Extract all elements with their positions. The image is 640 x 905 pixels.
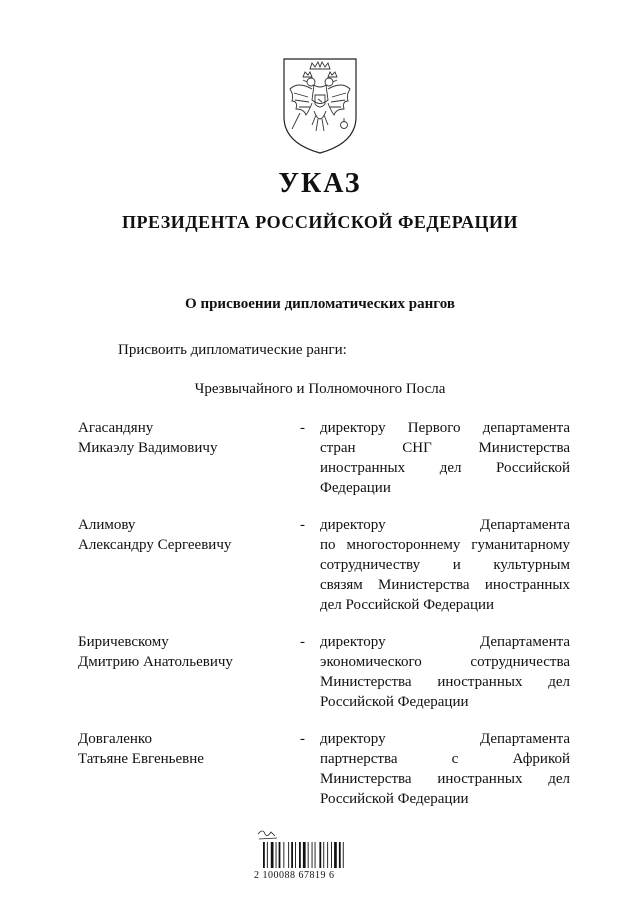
decree-intro: Присвоить дипломатические ранги: [118, 342, 347, 358]
appointee-surname: Алимову [78, 517, 136, 533]
appointee-position [320, 632, 570, 712]
appointee-name [78, 418, 293, 458]
entry-dash: - [300, 634, 305, 650]
position-line: связям Министерства иностранных [320, 577, 570, 593]
position-line: директору Департамента [320, 731, 570, 747]
position-line: стран СНГ Министерства [320, 440, 570, 456]
appointee-position [320, 418, 570, 498]
position-line: иностранных дел Российской [320, 460, 570, 476]
appointee-given-names: Александру Сергеевичу [78, 537, 232, 553]
appointee-position [320, 515, 570, 615]
appointee-surname: Агасандяну [78, 420, 154, 436]
entry-dash: - [300, 420, 305, 436]
position-line: по многостороннему гуманитарному [320, 537, 570, 553]
decree-subtitle: ПРЕЗИДЕНТА РОССИЙСКОЙ ФЕДЕРАЦИИ [122, 212, 518, 232]
appointee-position [320, 729, 570, 809]
position-line: директору Первого департамента [320, 420, 570, 436]
position-line: Федерации [320, 480, 391, 496]
barcode-number: 2 100088 67819 6 [254, 870, 335, 881]
position-line: дел Российской Федерации [320, 597, 495, 613]
position-line: Министерства иностранных дел [320, 771, 570, 787]
position-line: партнерства с Африкой [320, 751, 570, 767]
decree-subject: О присвоении дипломатических рангов [185, 296, 455, 312]
position-line: Российской Федерации [320, 694, 469, 710]
appointee-surname: Биричевскому [78, 634, 169, 650]
position-line: Российской Федерации [320, 791, 469, 807]
entry-dash: - [300, 517, 305, 533]
decree-title: УКАЗ [278, 168, 362, 199]
signature-mark-icon [258, 831, 277, 839]
appointee-name [78, 515, 293, 555]
appointee-name [78, 632, 293, 672]
position-line: Министерства иностранных дел [320, 674, 570, 690]
position-line: директору Департамента [320, 517, 570, 533]
appointee-name [78, 729, 293, 769]
appointee-surname: Довгаленко [78, 731, 152, 747]
position-line: директору Департамента [320, 634, 570, 650]
rank-heading: Чрезвычайного и Полномочного Посла [194, 381, 446, 397]
appointee-given-names: Микаэлу Вадимовичу [78, 440, 218, 456]
position-line: сотрудничеству и культурным [320, 557, 570, 573]
coat-of-arms-icon [278, 55, 362, 155]
entry-dash: - [300, 731, 305, 747]
position-line: экономического сотрудничества [320, 654, 570, 670]
appointee-given-names: Татьяне Евгеньевне [78, 751, 204, 767]
appointee-given-names: Дмитрию Анатольевичу [78, 654, 233, 670]
